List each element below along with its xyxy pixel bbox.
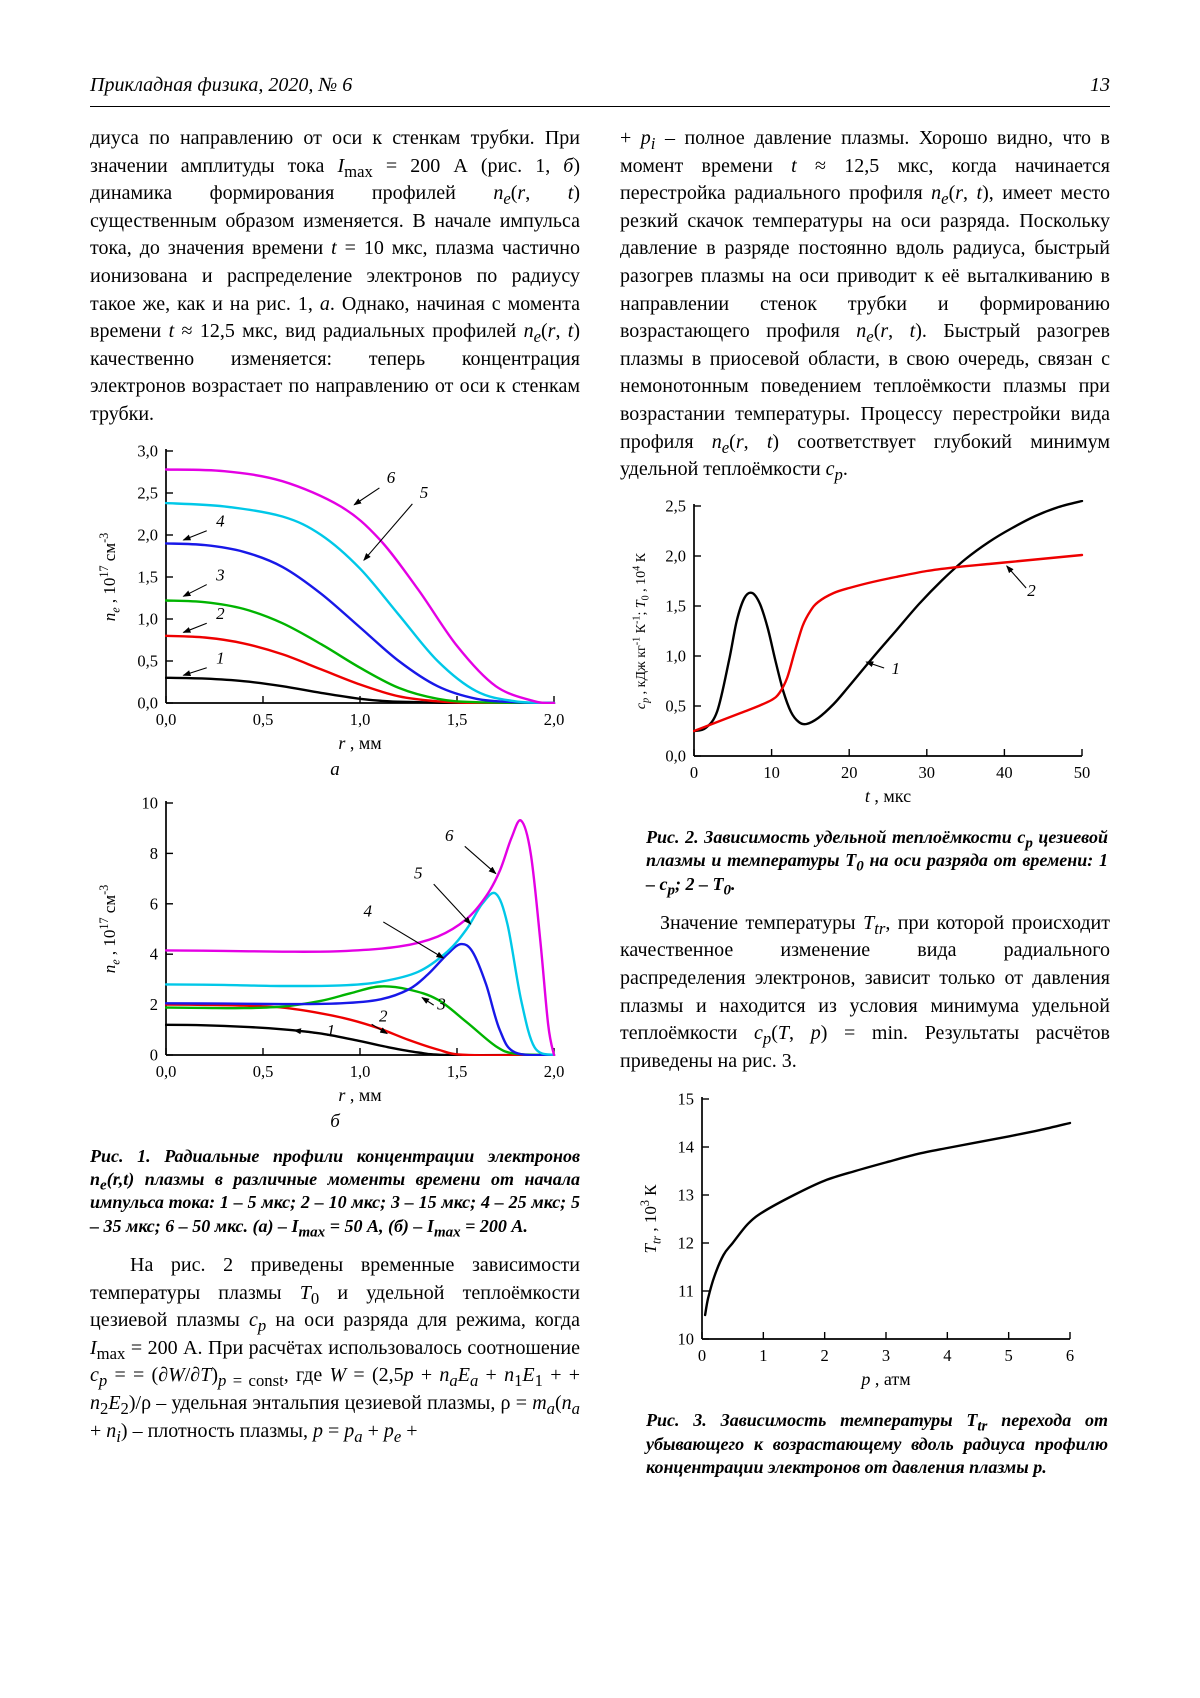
svg-text:30: 30 [918,762,936,782]
figure-3 [620,1085,1110,1397]
svg-text:1,5: 1,5 [446,709,468,729]
svg-text:ne , 1017 см-3: $n_e$ , $10^{17}$ $см^{-3}$ [97,532,123,621]
figure-2 [620,494,1110,814]
svg-text:1,0: 1,0 [349,709,371,729]
figure-2-caption: Рис. 2. Зависимость удельной теплоёмкости $c_p$ цезиевой плазмы и температуры $T_0$ на оси разряда от времени: $1 - c_p$; $2 - T_0$. [646,826,1108,899]
svg-text:0,5: 0,5 [252,709,274,729]
svg-text:2,0: 2,0 [543,1061,565,1081]
svg-text:10: 10 [677,1329,694,1349]
svg-text:2: 2 [379,1006,388,1026]
svg-text:8: 8 [149,843,158,863]
svg-text:0: 0 [149,1045,158,1065]
svg-text:1,0: 1,0 [349,1061,371,1081]
svg-text:2: 2 [820,1346,829,1366]
svg-text:4: 4 [363,900,373,920]
page-header [90,74,1110,107]
svg-text:5: 5 [419,482,429,502]
svg-text:0,0: 0,0 [155,709,177,729]
svg-text:2: 2 [149,994,158,1014]
paragraph-right-1: + $p_i$ – полное давление плазмы. Хорошо видно, что в момент времени t ≈ 12,5 мкс, когда начинается перестройка радиального профиля $n_e(r$, t), имеет место резкий скачок температуры на оси разряда. Поскольку давление в разряде постоянно вдоль радиуса, быстрый разогрев плазмы на оси приводит к её выталкиванию в направлении стенок трубки и формированию возрастающего профиля $n_e(r$, t). Быстрый разогрев плазмы в приосевой области, в свою очередь, связан с немонотонным поведением теплоёмкости плазмы при возрастании температуры. Процессу перестройки вида профиля $n_e(r$, t) соответствует глубокий минимум удельной теплоёмкости $c_p$. [620,127,1111,485]
figure-1a-chart [97,439,570,761]
svg-text:ne , 1017 см-3: $n_e$ , $10^{17}$ $см^{-3}$ [97,884,123,973]
svg-text:2,5: 2,5 [137,483,158,503]
svg-text:1: 1 [216,648,225,668]
svg-text:t , мкс: t , мкс [864,785,912,806]
svg-text:3: 3 [216,564,225,584]
right-column [620,125,1110,1494]
svg-text:6: 6 [1065,1346,1075,1366]
figure-1-caption: Рис. 1. Радиальные профили концентрации электронов $n_e(r,t)$ плазмы в различные моменты времени от начала импульса тока: 1 – 5 мкс; 2 – 10 мкс; 3 – 15 мкс; 4 – 25 мкс; 5 – 35 мкс; 6 – 50 мкс. $(а) - I_{max} = 50$ А, $(б) - I_{max} = 200$ А. [90,1145,580,1241]
svg-text:2: 2 [216,603,225,623]
svg-text:0,5: 0,5 [137,651,158,671]
paragraph-left-2: На рис. 2 приведены временные зависимости температуры плазмы $T_0$ и удельной теплоёмкости цезиевой плазмы $c_p$ на оси разряда для режима, когда $I_{max} = 200$ А. При расчётах использовалось соотношение $c_p$ = = $(\partial W/\partial T)_{p = const}$, где $W = (2,5p + n_aE_a + n_1E_1$ + + $n_2E_2)/\rho$ – удельная энтальпия цезиевой плазмы, $\rho = m_a(n_a + n_i)$ – плотность плазмы, $p = p_a + p_e$ + [90,1254,581,1446]
svg-text:5: 5 [1004,1346,1013,1366]
svg-text:1,5: 1,5 [665,596,686,616]
two-column-layout [90,125,1110,1494]
svg-text:2,0: 2,0 [543,709,565,729]
svg-text:10: 10 [763,762,780,782]
svg-text:1,5: 1,5 [137,567,158,587]
figure-3-chart [638,1085,1088,1397]
svg-text:11: 11 [678,1281,694,1301]
svg-text:1,0: 1,0 [137,609,158,629]
svg-text:0,5: 0,5 [665,696,686,716]
figure-1b [90,791,580,1133]
svg-text:13: 13 [677,1185,694,1205]
svg-text:4: 4 [216,511,225,531]
svg-text:0,0: 0,0 [665,746,686,766]
svg-text:12: 12 [677,1233,694,1253]
svg-text:2,0: 2,0 [137,525,158,545]
svg-text:3,0: 3,0 [137,441,158,461]
page-number: 13 [1090,74,1110,96]
svg-text:0,0: 0,0 [155,1061,177,1081]
figure-3-caption: Рис. 3. Зависимость температуры $T_{tr}$ перехода от убывающего к возрастающему вдоль радиуса профилю концентрации электронов от давления плазмы p. [646,1410,1109,1478]
svg-text:0,0: 0,0 [137,693,158,713]
svg-text:40: 40 [996,762,1013,782]
figure-1a [90,439,580,781]
svg-text:1,0: 1,0 [665,646,686,666]
svg-text:6: 6 [444,825,454,845]
svg-text:14: 14 [677,1137,694,1157]
left-column [90,125,580,1494]
svg-text:0: 0 [689,762,699,782]
svg-text:2,5: 2,5 [665,496,686,516]
figure-1b-chart [97,791,570,1113]
svg-text:3: 3 [881,1346,891,1366]
svg-text:1: 1 [891,658,901,678]
paragraph-right-2: Значение температуры $T_{tr}$, при которой происходит качественное изменение вида радиального распределения электронов, зависит только от давления плазмы и находится из условия минимума удельной теплоёмкости $c_p(T$, p) = min. Результаты расчётов приведены на рис. 3. [620,911,1110,1072]
svg-text:r , мм: r , мм [338,1084,382,1105]
figure-1b-sublabel: б [330,1110,340,1132]
figure-1a-sublabel: а [330,758,340,780]
svg-text:1: 1 [759,1346,768,1366]
svg-text:5: 5 [413,863,423,883]
journal-title: Прикладная физика, 2020, № 6 [90,74,353,96]
svg-text:0: 0 [697,1346,707,1366]
svg-text:4: 4 [149,944,158,964]
svg-text:p , атм: p , атм [861,1369,911,1390]
svg-text:50: 50 [1073,762,1091,782]
svg-text:10: 10 [141,793,158,813]
paragraph-left-1: диуса по направлению от оси к стенкам трубки. При значении амплитуды тока $I_{max} = 200$ А (рис. 1, б) динамика формирования профилей $n_e(r$, t) существенным образом изменяется. В начале импульса тока, до значения времени t = 10 мкс, плазма частично ионизована и распределение электронов по радиусу такое же, как и на рис. 1, а. Однако, начиная с момента времени t ≈ 12,5 мкс, вид радиальных профилей $n_e(r$, t) качественно изменяется: теперь концентрация электронов возрастает по направлению от оси к стенкам трубки. [90,127,581,425]
svg-text:r , мм: r , мм [338,732,382,753]
svg-text:3: 3 [437,994,446,1014]
svg-text:0,5: 0,5 [252,1061,274,1081]
svg-text:20: 20 [840,762,858,782]
svg-text:cp , кДж кг-1 К-1; T0 , 104: $c_p$ , кДж $кг^{-1}$ $К^{-1}$; $T_0$ , $10^4$ К [631,552,652,709]
svg-text:2,0: 2,0 [665,546,686,566]
svg-text:6: 6 [386,467,396,487]
svg-text:1: 1 [326,1020,336,1040]
figure-2-chart [630,494,1100,814]
svg-text:4: 4 [943,1346,952,1366]
svg-text:Ttr , 103 К: $T_{tr}$ , $10^3$ К [638,1184,664,1254]
svg-text:1,5: 1,5 [446,1061,468,1081]
svg-text:2: 2 [1027,580,1036,600]
svg-text:15: 15 [677,1089,694,1109]
svg-text:6: 6 [149,893,158,913]
